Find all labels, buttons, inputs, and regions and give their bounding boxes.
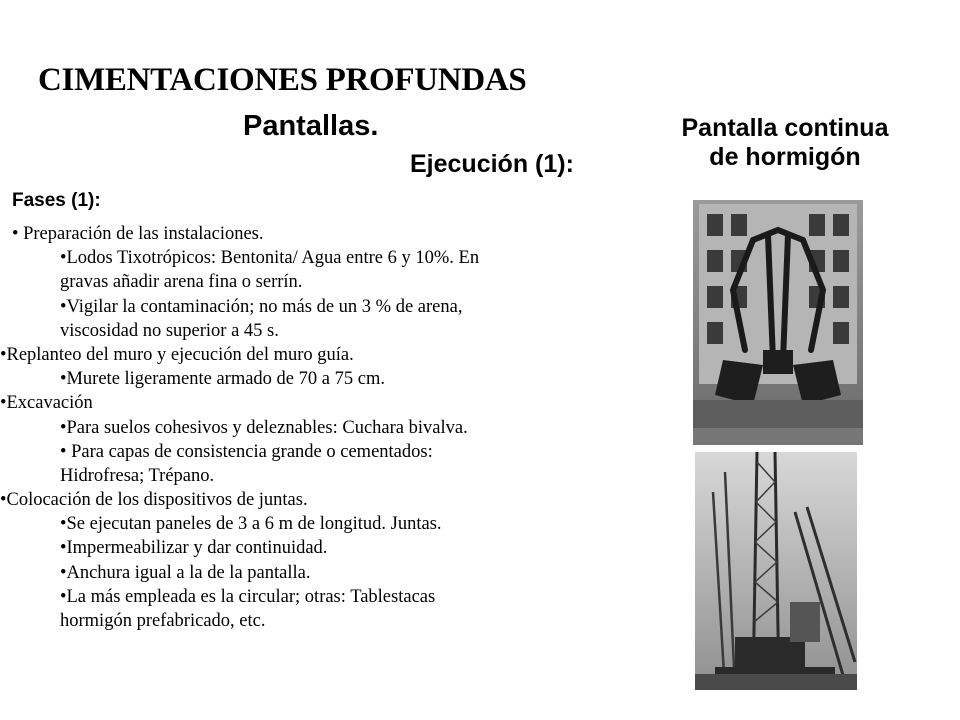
list-item: •Colocación de los dispositivos de juntas. [0,490,308,511]
drilling-rig-photo [695,452,857,690]
list-item: •Lodos Tixotrópicos: Bentonita/ Agua entre 6 y 10%. En [60,248,480,269]
list-item: •Impermeabilizar y dar continuidad. [60,538,328,559]
section-heading: Ejecución (1): [410,150,574,178]
list-item: •Murete ligeramente armado de 70 a 75 cm. [60,369,385,390]
list-item: •Excavación [0,393,93,414]
phases-heading: Fases (1): [12,190,101,211]
list-item: hormigón prefabricado, etc. [60,611,266,631]
list-item: viscosidad no superior a 45 s. [60,320,279,341]
list-item: •Anchura igual a la de la pantalla. [60,562,311,583]
page-title: CIMENTACIONES PROFUNDAS [38,62,527,98]
list-item: •Replanteo del muro y ejecución del muro guía. [0,344,354,365]
list-item: •Se ejecutan paneles de 3 a 6 m de longitud. Juntas. [60,514,442,535]
side-title-line-1: Pantalla continua [681,114,889,142]
phases-list [0,222,640,633]
side-title-line-2: de hormigón [709,143,861,171]
list-item: • Para capas de consistencia grande o cementados: [60,441,433,462]
list-item: •Vigilar la contaminación; no más de un 3 % de arena, [60,296,463,317]
list-item: • Preparación de las instalaciones. [12,224,264,244]
list-item: •La más empleada es la circular; otras: Tablestacas [60,586,436,607]
list-item: Hidrofresa; Trépano. [60,465,215,486]
page-subtitle: Pantallas. [243,110,379,142]
side-title [650,114,920,172]
clamshell-grab-photo [693,200,863,445]
list-item: •Para suelos cohesivos y deleznables: Cuchara bivalva. [60,417,468,438]
list-item: gravas añadir arena fina o serrín. [60,272,303,293]
